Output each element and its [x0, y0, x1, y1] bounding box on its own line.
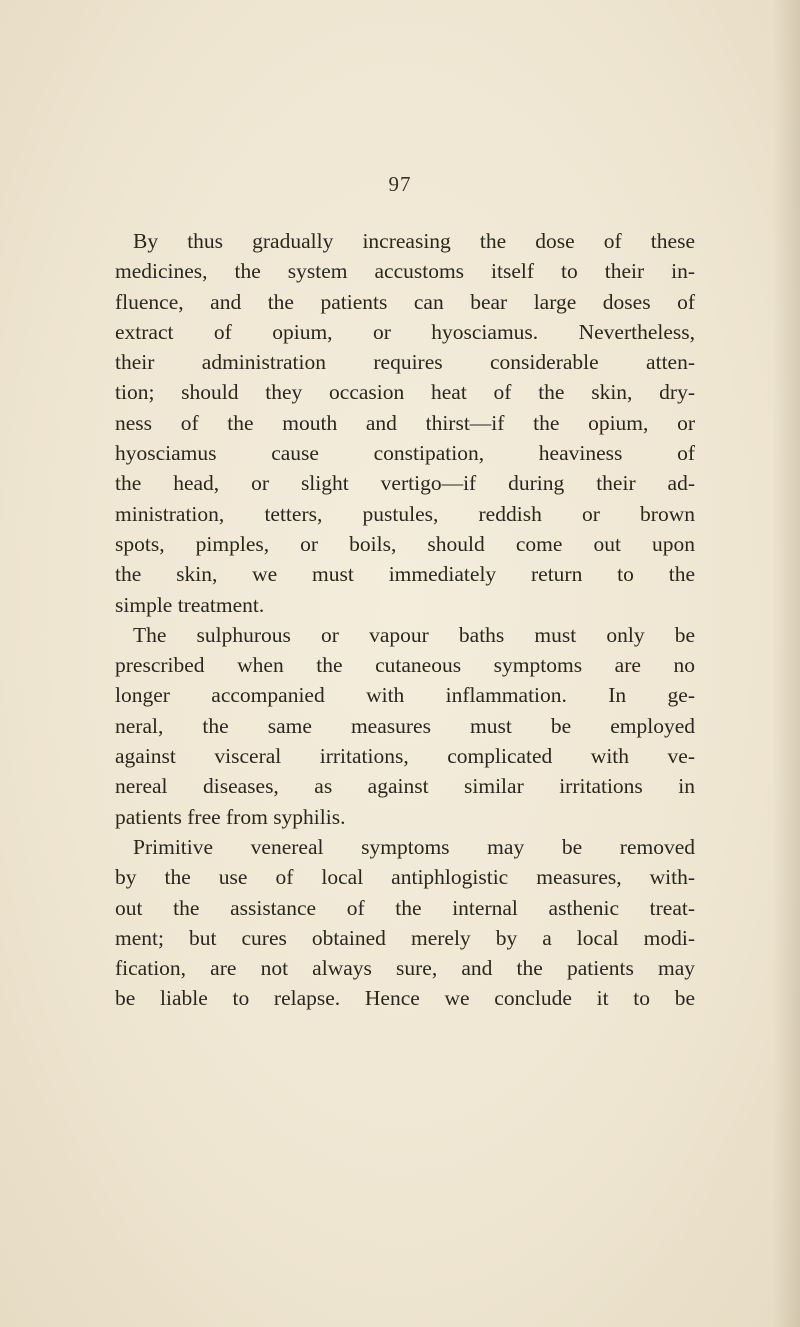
text-line: against visceral irritations, complicated with ve-	[115, 744, 695, 769]
text-line: the skin, we must immediately return to the	[115, 562, 695, 587]
text-line: nereal diseases, as against similar irritations in	[115, 774, 695, 799]
text-line: medicines, the system accustoms itself to their in-	[115, 259, 695, 284]
text-line: By thus gradually increasing the dose of these	[133, 229, 695, 253]
text-line: extract of opium, or hyosciamus. Nevertheless,	[115, 319, 695, 344]
text-line: Primitive venereal symptoms may be removed	[133, 834, 695, 859]
text-line: ministration, tetters, pustules, reddish or brown	[115, 501, 695, 526]
text-line: tion; should they occasion heat of the skin, dry-	[115, 380, 695, 405]
text-line: out the assistance of the internal asthenic treat-	[115, 895, 695, 920]
text-line: longer accompanied with inflammation. In ge-	[115, 683, 695, 708]
text-line: their administration requires considerable atten-	[115, 350, 695, 375]
text-line: The sulphurous or vapour baths must only be	[133, 622, 695, 647]
text-line: prescribed when the cutaneous symptoms are no	[115, 653, 695, 678]
page-edge-shadow	[772, 0, 800, 1327]
text-line: hyosciamus cause constipation, heaviness of	[115, 441, 695, 466]
text-line: patients free from syphilis.	[115, 804, 346, 829]
text-line: fluence, and the patients can bear large doses of	[115, 289, 695, 314]
body-text	[115, 226, 695, 1014]
text-line: simple treatment.	[115, 592, 265, 617]
text-line: the head, or slight vertigo—if during their ad-	[115, 471, 695, 496]
text-line: ment; but cures obtained merely by a local modi-	[115, 925, 695, 950]
text-line: neral, the same measures must be employed	[115, 713, 695, 738]
page-number: 97	[388, 172, 412, 196]
text-line: fication, are not always sure, and the patients may	[115, 956, 695, 981]
text-line: be liable to relapse. Hence we conclude it to be	[115, 986, 695, 1011]
text-line: ness of the mouth and thirst—if the opium, or	[115, 410, 695, 435]
text-line: by the use of local antiphlogistic measures, with-	[115, 865, 695, 890]
text-line: spots, pimples, or boils, should come out upon	[115, 531, 695, 556]
